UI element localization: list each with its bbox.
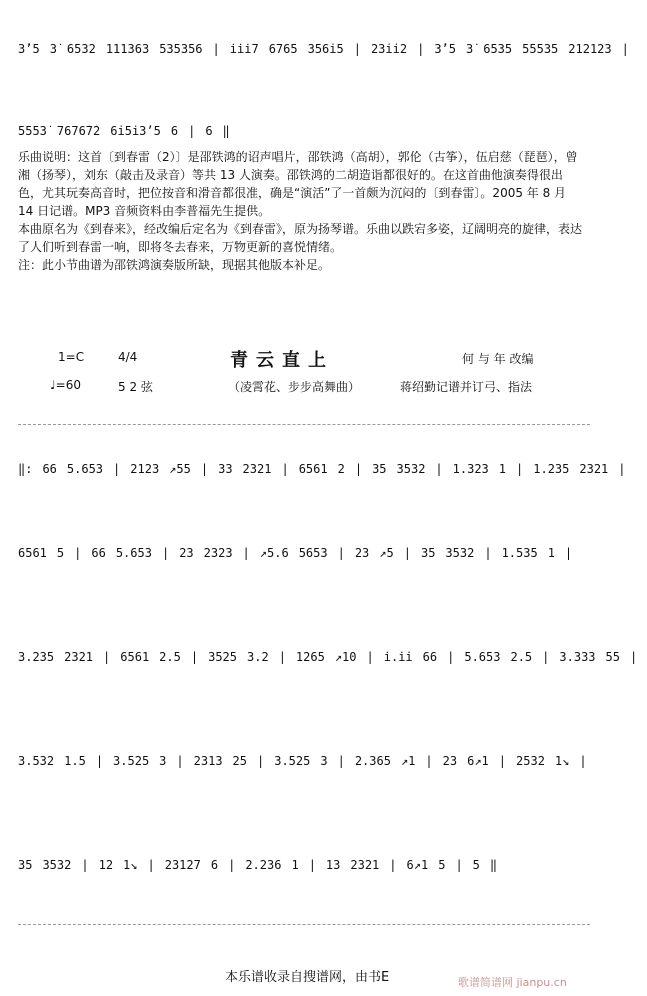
note-group: 1265 [295,650,325,664]
barline: | [81,858,89,872]
time-signature: 4/4 [118,350,138,364]
note-group: 3.532 [18,754,55,768]
note-group: i̇.i̇i̇ [383,650,413,664]
barline: ‖ [489,858,498,872]
note-group: 3.235 [18,650,55,664]
barline: | [354,462,363,476]
note-group: 2532 [516,754,545,768]
note-group: 5.653 [464,650,501,664]
note-group: 23 [442,754,458,768]
note-group: 3 [159,754,167,768]
notes-paragraph-1: 乐曲说明：这首〔到春雷（2）〕是邵铁鸿的诏声唱片，邵铁鸿（高胡），郭伦（古筝），伍启慈（琵琶），曾湘（扬琴），刘东（敲击及录音）等共 13 人演奏。邵铁鸿的二胡造诣都很好的。在这首曲他演奏得很出色，尤其玩奏高音时，把位按音和滑音都很准，确是“演活”了一首颇为沉闷的〔到春雷〕。2005 年 8 月 14 日记谱。MP3 音频资料由李普福先生提供。 [18,150,578,218]
note-group: 1↘ [123,858,138,872]
note-group: 35 [372,462,387,476]
barline: | [498,754,507,768]
top-score-row-2 [18,124,240,138]
note-group: 1 [547,546,555,560]
note-group: 3̇ʼ5 [18,42,40,56]
note-group: 55535 [522,42,559,56]
score-row-4 [18,754,597,768]
barline: | [161,546,170,560]
note-group: 3532 [396,462,426,476]
note-group: 35 [420,546,436,560]
barline: | [447,650,455,664]
score-row-1 [18,462,636,476]
note-group: 33 [218,462,233,476]
barline: | [308,858,316,872]
barline: | [629,650,638,664]
score-row-2 [18,546,582,560]
note-group: 23 [354,546,370,560]
note-group: 6 [210,858,219,872]
note-group: 2123 [130,462,160,476]
note-group: 6i5i3ʼ5 [110,124,161,138]
note-group: 3̇ [49,42,57,56]
notes-paragraph-3: 注：此小节曲谱为邵铁鸿演奏版所缺，现据其他版本补足。 [18,258,331,272]
barline: | [516,462,524,476]
note-group: 13 [325,858,341,872]
barline: | [212,42,220,56]
staff-divider [18,924,590,925]
note-group: 12 [98,858,114,872]
note-group: 66 [42,462,57,476]
barline: | [113,462,121,476]
note-group: ↗1 [400,754,416,768]
note-group: 2 [337,462,345,476]
barline: | [484,546,492,560]
music-notes [18,148,583,274]
note-group: 3̇ [466,42,474,56]
note-group: 6 [205,124,213,138]
note-group: 23127 [164,858,201,872]
note-group: 356i5 [307,42,344,56]
note-group: 5.653 [115,546,152,560]
note-group: 3̇ʼ5 [434,42,456,56]
barline: | [417,42,425,56]
note-group: 35 [18,858,33,872]
note-group: 5653 [298,546,328,560]
barline: | [242,546,250,560]
barline: | [278,650,286,664]
note-group: 5.653 [66,462,104,476]
note-group: 3.2 [247,650,269,664]
tempo-marking: ♩=60 [50,378,81,392]
note-group: 3.525 [113,754,150,768]
note-group: 2321 [350,858,380,872]
note-group: 5 [438,858,446,872]
barline: | [257,754,265,768]
note-group: 55 [605,650,620,664]
note-group: 3525 [208,650,237,664]
barline: | [542,650,550,664]
note-group: 6561 [120,650,150,664]
notes-paragraph-2: 本曲原名为《到春来》，经改编后定名为《到春雷》，原为扬琴谱。乐曲以跌宕多姿，辽阔明亮的旋律，表达了人们听到春雷一响，即将冬去春来，万物更新的喜悦情绪。 [18,222,583,254]
note-group: 6532 [66,42,96,56]
note-group: ↗5.6 [259,546,289,560]
note-group: 66 [91,546,106,560]
note-group: 2313 [193,754,223,768]
piece-subtitle: （凌霄花、步步高舞曲） [228,380,361,394]
note-group: ↗5 [379,546,394,560]
barline: | [74,546,82,560]
note-group: 2.365 [354,754,391,768]
barline: | [564,546,573,560]
note-group: 535356 [159,42,203,56]
barline: | [353,42,361,56]
note-group: 2323 [203,546,233,560]
arranger-credit: 何 与 年 改编 [462,352,534,366]
note-group: 7676̇7̇2 [56,124,101,138]
note-group: 1↘ [554,754,570,768]
score-row-5 [18,858,507,872]
note-group: 66 [422,650,438,664]
barline: | [281,462,289,476]
note-group: ↗55 [169,462,191,476]
barline: | [228,858,236,872]
note-group: 6561 [298,462,328,476]
barline: | [403,546,411,560]
barline: | [337,754,345,768]
note-group: 2321 [242,462,272,476]
barline: | [188,124,196,138]
barline: | [95,754,104,768]
score-row-3 [18,650,647,664]
transcriber-credit: 蒋绍勤记谱并订弓、指法 [400,380,533,394]
note-group: 2321 [579,462,609,476]
note-group: 6↗1 [467,754,489,768]
barline: | [147,858,155,872]
barline: | [455,858,463,872]
barline: | [103,650,111,664]
note-group: 1 [291,858,299,872]
note-group: 3 [320,754,328,768]
note-group: 3.333 [559,650,596,664]
barline: | [621,42,629,56]
note-group: 25 [232,754,247,768]
note-group: 1 [498,462,507,476]
note-group: 6 [170,124,179,138]
note-group: 6561 [18,546,47,560]
note-group: i̇i̇i̇7 [229,42,259,56]
staff-divider [18,424,590,425]
top-score-row-1 [18,42,639,56]
note-group: 212123 [568,42,612,56]
barline: | [425,754,433,768]
barline: | [366,650,374,664]
note-group: 23 [179,546,194,560]
note-group: 1.5 [64,754,86,768]
barline: ‖ [222,124,230,138]
note-group: 3532 [42,858,72,872]
barline: ‖: [18,462,33,476]
note-group: 2.5 [510,650,533,664]
note-group: 6535 [483,42,513,56]
note-group: 3532 [445,546,475,560]
piece-title: 青云直上 [230,350,334,371]
barline: | [190,650,199,664]
note-group: ↗10 [334,650,357,664]
note-group: 5 [472,858,480,872]
note-group: 1.323 [452,462,489,476]
footer-source: 本乐谱收录自搜谱网，由书E [225,970,390,985]
note-group: 6765 [268,42,298,56]
note-group: 2.236 [245,858,282,872]
note-group: 6↗1 [406,858,429,872]
note-group: 5553̇ [18,124,47,138]
note-group: 2321 [64,650,94,664]
barline: | [176,754,184,768]
note-group: 3.525 [274,754,311,768]
watermark: 歌谱简谱网 jianpu.cn [458,976,567,989]
barline: | [618,462,626,476]
note-group: 5 [56,546,65,560]
barline: | [337,546,345,560]
barline: | [579,754,587,768]
note-group: 111363 [105,42,150,56]
barline: | [200,462,209,476]
barline: | [389,858,397,872]
note-group: 1.535 [501,546,538,560]
strings-tuning: 5 2 弦 [118,380,153,394]
barline: | [435,462,443,476]
key-signature: 1=C [58,350,85,364]
note-group: 1.235 [533,462,570,476]
note-group: 23ii2 [370,42,408,56]
note-group: 2.5 [159,650,181,664]
